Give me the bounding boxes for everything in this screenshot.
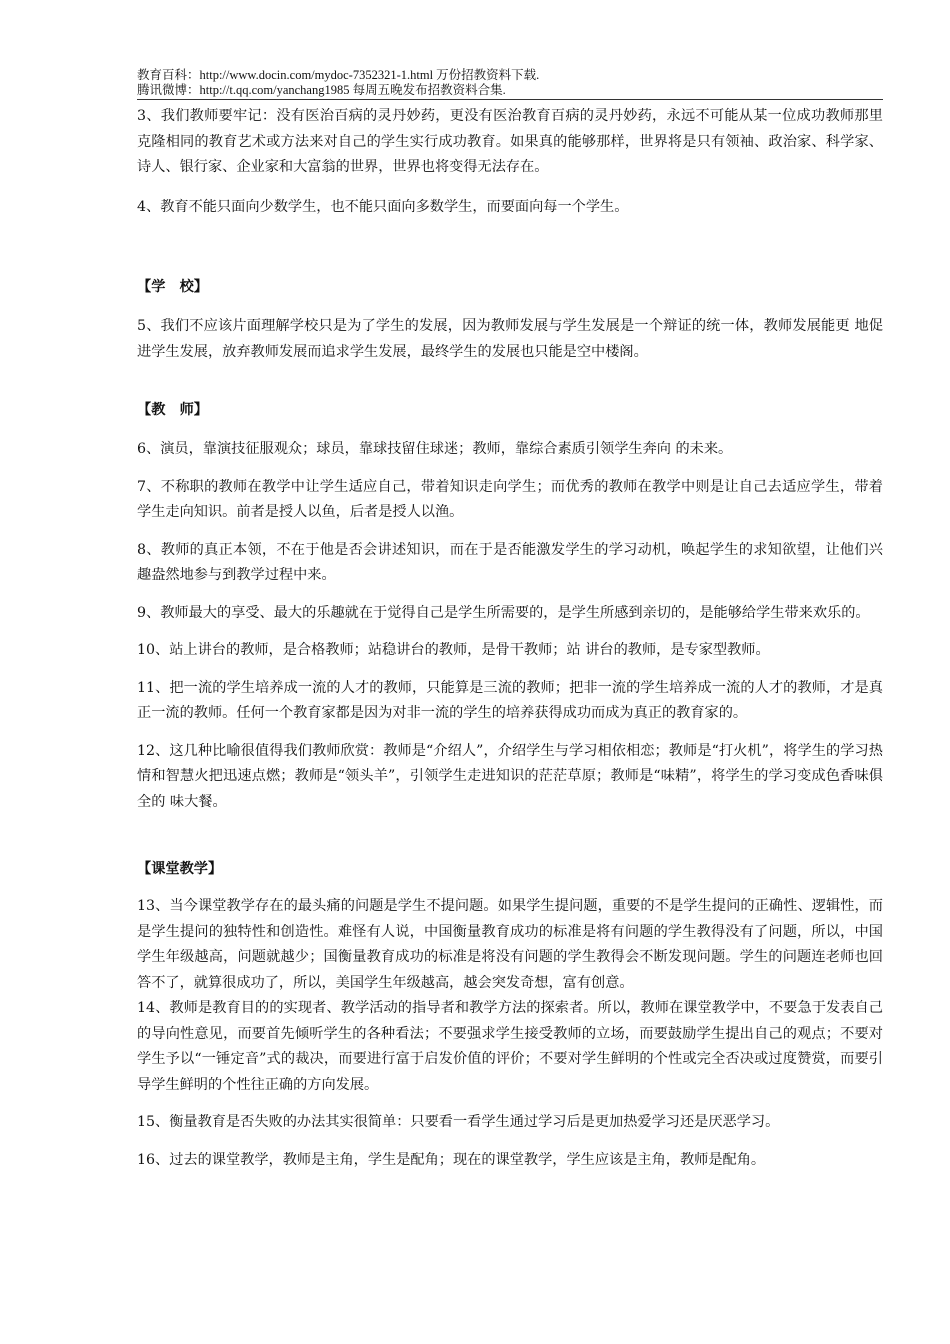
paragraph-12: 12、这几种比喻很值得我们教师欣赏：教师是“介绍人”，介绍学生与学习相依相恋；教师是“打火机”，将学生的学习热情和智慧火把迅速点燃；教师是“领头羊”，引领学生走进知识的茫茫草原；教师是“味精”，将学生的学习变成色香味俱全的 味大餐。 — [137, 742, 883, 810]
document-body — [137, 104, 883, 1173]
paragraph-13: 13、当今课堂教学存在的最头痛的问题是学生不提问题。如果学生提问题，重要的不是学生提问的正确性、逻辑性，而是学生提问的独特性和创造性。难怪有人说，中国衡量教育成功的标准是将有问题的学生教得没有了问题，所以，中国学生年级越高，问题就越少；国衡量教育成功的标准是将没有问题的学生教得会不断发现问题。学生的问题连老师也回答不了，就算很成功了，所以，美国学生年级越高，越会突发奇想，富有创意。 — [137, 898, 883, 991]
page-header — [137, 68, 883, 100]
paragraph-14: 14、教师是教育目的的实现者、教学活动的指导者和教学方法的探索者。所以，教师在课堂教学中，不要急于发表自己的导向性意见，而要首先倾听学生的各种看法；不要强求学生接受教师的立场，而要鼓励学生提出自己的观点；不要对学生予以“一锤定音”式的裁决，而要进行富于启发价值的评价；不要对学生鲜明的个性或完全否决或过度赞赏，而要引导学生鲜明的个性往正确的方向发展。 — [137, 1000, 883, 1093]
paragraph-3: 3、我们教师要牢记：没有医治百病的灵丹妙药，更没有医治教育百病的灵丹妙药，永远不可能从某一位成功教师那里克隆相同的教育艺术或方法来对自己的学生实行成功教育。如果真的能够那样，世界将是只有领袖、政治家、科学家、诗人、银行家、企业家和大富翁的世界，世界也将变得无法存在。 — [137, 108, 883, 175]
section-heading-teacher: 【教 师】 — [137, 402, 208, 418]
paragraph-16: 16、过去的课堂教学，教师是主角，学生是配角；现在的课堂教学，学生应该是主角，教师是配角。 — [137, 1151, 766, 1168]
section-heading-classroom: 【课堂教学】 — [137, 861, 223, 877]
paragraph-11: 11、把一流的学生培养成一流的人才的教师，只能算是三流的教师；把非一流的学生培养成一流的人才的教师，才是真正一流的教师。任何一个教育家都是因为对非一流的学生的培养获得成功而成为真正的教育家的。 — [137, 679, 883, 721]
header-line-encyclopedia: 教育百科：http://www.docin.com/mydoc-7352321-1.html 万份招教资料下载. — [137, 68, 540, 82]
section-heading-school: 【学 校】 — [137, 279, 208, 295]
paragraph-9: 9、教师最大的享受、最大的乐趣就在于觉得自己是学生所需要的，是学生所感到亲切的，是能够给学生带来欢乐的。 — [137, 604, 870, 621]
paragraph-4: 4、教育不能只面向少数学生，也不能只面向多数学生，而要面向每一个学生。 — [137, 198, 629, 215]
paragraph-6: 6、演员，靠演技征服观众；球员，靠球技留住球迷；教师，靠综合素质引领学生奔向 的未来。 — [137, 441, 733, 457]
header-line-weibo: 腾讯微博：http://t.qq.com/yanchang1985 每周五晚发布招教资料合集. — [137, 83, 506, 97]
paragraph-5: 5、我们不应该片面理解学校只是为了学生的发展，因为教师发展与学生发展是一个辩证的统一体，教师发展能更 地促进学生发展，放弃教师发展而追求学生发展，最终学生的发展也只能是空中楼阁。 — [137, 318, 883, 360]
paragraph-10: 10、站上讲台的教师，是合格教师；站稳讲台的教师，是骨干教师；站 讲台的教师，是专家型教师。 — [137, 642, 770, 658]
paragraph-8: 8、教师的真正本领，不在于他是否会讲述知识，而在于是否能激发学生的学习动机，唤起学生的求知欲望，让他们兴趣盎然地参与到教学过程中来。 — [137, 541, 883, 583]
paragraph-7: 7、不称职的教师在教学中让学生适应自己，带着知识走向学生；而优秀的教师在教学中则是让自己去适应学生，带着学生走向知识。前者是授人以鱼，后者是授人以渔。 — [137, 478, 883, 520]
paragraph-15: 15、衡量教育是否失败的办法其实很简单：只要看一看学生通过学习后是更加热爱学习还是厌恶学习。 — [137, 1114, 780, 1130]
